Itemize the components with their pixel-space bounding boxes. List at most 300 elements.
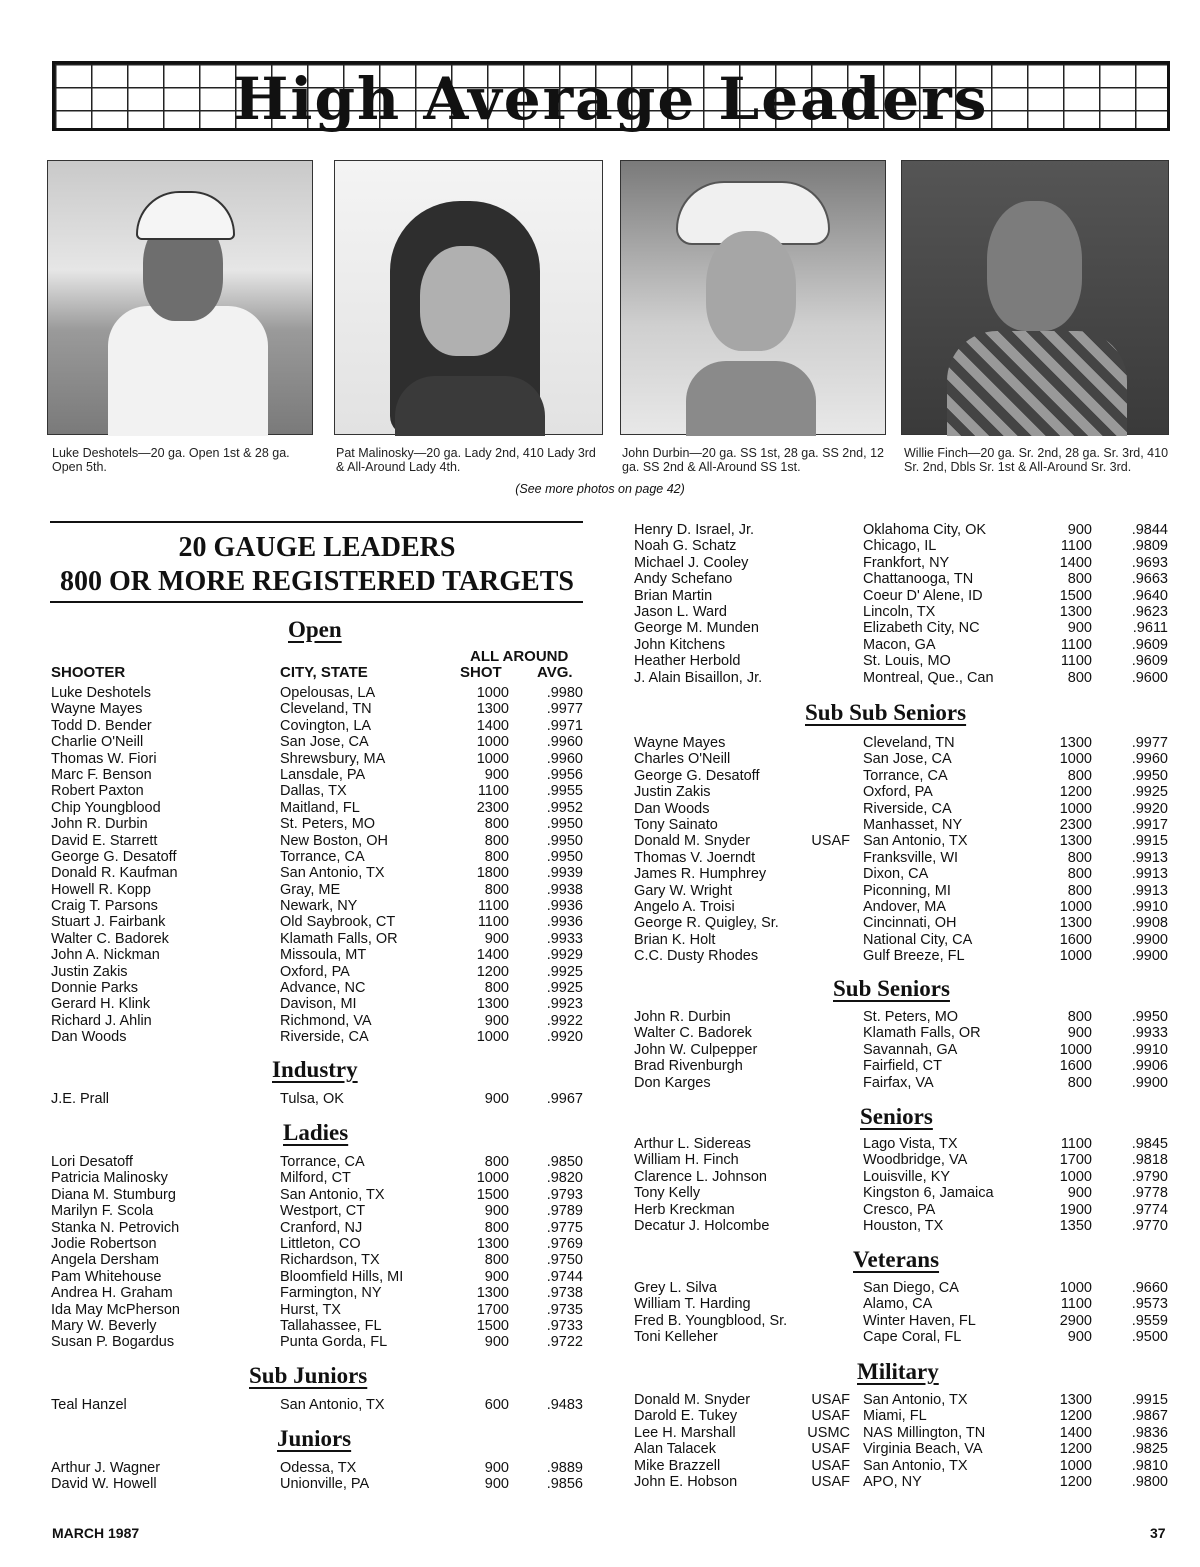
shot-count: 1200 <box>476 963 509 980</box>
caption-luke-deshotels: Luke Deshotels—20 ga. Open 1st & 28 ga. Open 5th. <box>52 446 290 474</box>
table-row <box>634 1169 1169 1185</box>
city-state: Frankfort, NY <box>863 554 950 571</box>
average: .9956 <box>546 766 583 783</box>
table-row <box>634 1280 1169 1296</box>
average: .9750 <box>546 1252 583 1269</box>
shooter-name: Howell R. Kopp <box>51 881 151 898</box>
city-state: Winter Haven, FL <box>863 1312 976 1329</box>
average: .9778 <box>1131 1185 1168 1202</box>
city-state: Advance, NC <box>280 980 366 997</box>
average: .9845 <box>1131 1136 1168 1152</box>
shooter-name: Fred B. Youngblood, Sr. <box>634 1312 788 1329</box>
shot-count: 1200 <box>1059 1408 1092 1425</box>
shot-count: 1200 <box>1059 784 1092 801</box>
table-row <box>51 1318 584 1334</box>
shot-count: 1700 <box>476 1301 509 1318</box>
average: .9735 <box>546 1301 583 1318</box>
average: .9825 <box>1131 1441 1168 1458</box>
shooter-name: John W. Culpepper <box>634 1041 758 1058</box>
table-row <box>51 964 584 980</box>
rows-sub-juniors <box>51 1397 584 1413</box>
city-state: Richmond, VA <box>280 1012 372 1029</box>
average: .9977 <box>546 701 583 718</box>
city-state: Oklahoma City, OK <box>863 522 987 538</box>
rows-open <box>51 685 584 1046</box>
city-state: APO, NY <box>863 1473 922 1490</box>
table-row <box>634 555 1169 571</box>
city-state: Lincoln, TX <box>863 603 936 620</box>
shot-count: 800 <box>484 881 509 898</box>
city-state: Cleveland, TN <box>863 735 955 751</box>
shooter-name: Tony Sainato <box>634 816 718 833</box>
average: .9936 <box>546 914 583 931</box>
shot-count: 800 <box>484 980 509 997</box>
shooter-name: Diana M. Stumburg <box>51 1186 176 1203</box>
category-sub-sub-seniors: Sub Sub Seniors <box>805 700 967 725</box>
shot-count: 1000 <box>476 734 509 751</box>
average: .9960 <box>546 750 583 767</box>
branch: USMC <box>807 1424 850 1441</box>
table-row <box>634 522 1169 538</box>
average: .9923 <box>546 996 583 1013</box>
table-row <box>634 1136 1169 1152</box>
shooter-name: Richard J. Ahlin <box>51 1012 152 1029</box>
average: .9922 <box>546 1012 583 1029</box>
shooter-name: Gerard H. Klink <box>51 996 151 1013</box>
shot-count: 1400 <box>476 717 509 734</box>
shot-count: 1000 <box>1059 751 1092 768</box>
city-state: Miami, FL <box>863 1408 927 1425</box>
table-row <box>634 768 1169 784</box>
shooter-name: Herb Kreckman <box>634 1201 735 1218</box>
shot-count: 1300 <box>476 1235 509 1252</box>
table-row <box>634 866 1169 882</box>
table-row <box>51 718 584 734</box>
table-row <box>51 1170 584 1186</box>
average: .9775 <box>546 1219 583 1236</box>
table-row <box>51 701 584 717</box>
shot-count: 1400 <box>1059 554 1092 571</box>
shot-count: 1400 <box>1059 1424 1092 1441</box>
shooter-name: Donnie Parks <box>51 980 139 997</box>
average: .9933 <box>1131 1025 1168 1042</box>
city-state: Westport, CT <box>280 1203 366 1220</box>
table-row <box>51 980 584 996</box>
shooter-name: Alan Talacek <box>634 1441 716 1458</box>
city-state: Hurst, TX <box>280 1301 341 1318</box>
table-row <box>634 1218 1169 1234</box>
shot-count: 1500 <box>1059 587 1092 604</box>
title-banner <box>52 61 1170 131</box>
city-state: Shrewsbury, MA <box>280 750 386 767</box>
city-state: Missoula, MT <box>280 947 367 964</box>
category-sub-seniors: Sub Seniors <box>833 976 950 1001</box>
shot-count: 800 <box>1067 669 1092 686</box>
shot-count: 1000 <box>1059 898 1092 915</box>
shot-count: 800 <box>484 832 509 849</box>
table-row <box>634 1058 1169 1074</box>
city-state: Franksville, WI <box>863 849 959 866</box>
average: .9960 <box>546 734 583 751</box>
city-state: Gulf Breeze, FL <box>863 948 965 965</box>
branch: USAF <box>811 1473 850 1490</box>
shot-count: 1800 <box>476 865 509 882</box>
table-row <box>51 996 584 1012</box>
shooter-name: Arthur L. Sidereas <box>634 1136 751 1152</box>
shooter-name: Thomas V. Joerndt <box>634 849 756 866</box>
category-veterans: Veterans <box>853 1247 940 1272</box>
city-state: Newark, NY <box>280 898 358 915</box>
city-state: San Antonio, TX <box>280 865 385 882</box>
city-state: Oxford, PA <box>863 784 933 801</box>
table-row <box>634 1075 1169 1091</box>
table-row <box>51 1334 584 1350</box>
city-state: Chicago, IL <box>863 538 937 555</box>
average: .9913 <box>1131 849 1168 866</box>
shooter-name: Angelo A. Troisi <box>634 898 735 915</box>
table-row <box>634 1296 1169 1312</box>
average: .9789 <box>546 1203 583 1220</box>
table-row <box>634 1408 1169 1424</box>
shot-count: 800 <box>484 1154 509 1170</box>
average: .9913 <box>1131 882 1168 899</box>
rows-military <box>634 1392 1169 1490</box>
shot-count: 800 <box>1067 849 1092 866</box>
average: .9929 <box>546 947 583 964</box>
shot-count: 2900 <box>1059 1312 1092 1329</box>
shot-count: 1300 <box>476 701 509 718</box>
table-row <box>51 849 584 865</box>
rows-sub-seniors <box>634 1009 1169 1091</box>
table-row <box>51 947 584 963</box>
category-ladies: Ladies <box>283 1120 349 1145</box>
table-row <box>634 801 1169 817</box>
shooter-name: Marilyn F. Scola <box>51 1203 154 1220</box>
shooter-name: Heather Herbold <box>634 653 741 670</box>
rows-veterans <box>634 1280 1169 1346</box>
city-state: Cleveland, TN <box>280 701 372 718</box>
average: .9500 <box>1131 1329 1168 1346</box>
table-row <box>634 915 1169 931</box>
average: .9925 <box>546 963 583 980</box>
header-shooter: SHOOTER <box>51 664 126 681</box>
table-row <box>634 588 1169 604</box>
city-state: Cranford, NJ <box>280 1219 363 1236</box>
average: .9850 <box>546 1154 583 1170</box>
table-row <box>634 538 1169 554</box>
rows-ladies <box>51 1154 584 1351</box>
average: .9793 <box>546 1186 583 1203</box>
table-row <box>634 620 1169 636</box>
shot-count: 800 <box>1067 1009 1092 1025</box>
table-row <box>51 1252 584 1268</box>
category-sub-juniors: Sub Juniors <box>249 1363 368 1388</box>
average: .9559 <box>1131 1312 1168 1329</box>
average: .9900 <box>1131 931 1168 948</box>
table-row <box>634 784 1169 800</box>
average: .9920 <box>546 1029 583 1046</box>
city-state: St. Peters, MO <box>280 816 376 833</box>
shooter-name: Chip Youngblood <box>51 799 161 816</box>
shooter-name: Susan P. Bogardus <box>51 1334 175 1351</box>
shot-count: 800 <box>1067 571 1092 588</box>
shot-count: 1000 <box>476 1029 509 1046</box>
shooter-name: Pam Whitehouse <box>51 1268 162 1285</box>
shot-count: 1600 <box>1059 931 1092 948</box>
shooter-name: Angela Dersham <box>51 1252 159 1269</box>
branch: USAF <box>811 833 850 850</box>
shot-count: 1100 <box>1060 636 1092 653</box>
average: .9936 <box>546 898 583 915</box>
shooter-name: John A. Nickman <box>51 947 160 964</box>
city-state: Unionville, PA <box>280 1476 370 1493</box>
average: .9733 <box>546 1317 583 1334</box>
rows-juniors-continued <box>634 522 1169 686</box>
table-row <box>634 1313 1169 1329</box>
shooter-name: Charlie O'Neill <box>51 734 144 751</box>
city-state: Dallas, TX <box>280 783 347 800</box>
table-row <box>51 751 584 767</box>
shot-count: 1300 <box>476 1285 509 1302</box>
shooter-name: Toni Kelleher <box>634 1329 718 1346</box>
city-state: Riverside, CA <box>863 800 952 817</box>
city-state: Tallahassee, FL <box>280 1317 382 1334</box>
shooter-name: David W. Howell <box>51 1476 157 1493</box>
section-rule-bottom <box>50 601 583 603</box>
table-row <box>51 1187 584 1203</box>
average: .9820 <box>546 1170 583 1187</box>
shot-count: 900 <box>484 1476 509 1493</box>
table-row <box>51 898 584 914</box>
city-state: Houston, TX <box>863 1217 944 1234</box>
shooter-name: Andrea H. Graham <box>51 1285 173 1302</box>
table-row <box>634 899 1169 915</box>
table-row <box>634 1474 1169 1490</box>
shot-count: 900 <box>484 1334 509 1351</box>
page-title: High Average Leaders <box>233 65 989 133</box>
table-row <box>51 1091 584 1107</box>
city-state: Torrance, CA <box>280 848 365 865</box>
table-row <box>51 800 584 816</box>
city-state: Cincinnati, OH <box>863 915 957 932</box>
section-rule-top <box>50 521 583 523</box>
average: .9913 <box>1131 866 1168 883</box>
average: .9774 <box>1131 1201 1168 1218</box>
average: .9663 <box>1131 571 1168 588</box>
average: .9790 <box>1131 1168 1168 1185</box>
city-state: San Antonio, TX <box>280 1186 385 1203</box>
table-row <box>51 931 584 947</box>
category-industry: Industry <box>272 1057 358 1082</box>
shooter-name: James R. Humphrey <box>634 866 767 883</box>
shooter-name: John R. Durbin <box>51 816 148 833</box>
shooter-name: Donald R. Kaufman <box>51 865 178 882</box>
shooter-name: William T. Harding <box>634 1296 751 1313</box>
average: .9920 <box>1131 800 1168 817</box>
city-state: Torrance, CA <box>280 1154 365 1170</box>
shot-count: 900 <box>484 930 509 947</box>
average: .9910 <box>1131 898 1168 915</box>
city-state: Milford, CT <box>280 1170 351 1187</box>
table-row <box>634 735 1169 751</box>
table-row <box>51 882 584 898</box>
section-title-line2: 800 OR MORE REGISTERED TARGETS <box>60 566 574 597</box>
average: .9952 <box>546 799 583 816</box>
shot-count: 1600 <box>1059 1058 1092 1075</box>
average: .9600 <box>1131 669 1168 686</box>
average: .9623 <box>1131 603 1168 620</box>
branch: USAF <box>811 1441 850 1458</box>
table-row <box>51 1154 584 1170</box>
average: .9722 <box>546 1334 583 1351</box>
average: .9844 <box>1131 522 1168 538</box>
shot-count: 1000 <box>1059 1041 1092 1058</box>
city-state: Bloomfield Hills, MI <box>280 1268 404 1285</box>
city-state: Fairfax, VA <box>863 1074 934 1091</box>
table-row <box>634 1202 1169 1218</box>
photo-luke-deshotels <box>47 160 313 435</box>
city-state: New Boston, OH <box>280 832 388 849</box>
shooter-name: J.E. Prall <box>51 1091 110 1107</box>
city-state: Montreal, Que., Can <box>863 669 994 686</box>
caption-willie-finch: Willie Finch—20 ga. Sr. 2nd, 28 ga. Sr. 3rd, 410 Sr. 2nd, Dbls Sr. 1st & All-Around Sr. 3rd. <box>904 446 1169 474</box>
shooter-name: John E. Hobson <box>634 1473 738 1490</box>
shot-count: 800 <box>1067 1074 1092 1091</box>
average: .9483 <box>546 1397 583 1413</box>
shot-count: 600 <box>484 1397 509 1413</box>
table-row <box>634 1425 1169 1441</box>
shooter-name: Mary W. Beverly <box>51 1317 157 1334</box>
table-row <box>634 1441 1169 1457</box>
city-state: Savannah, GA <box>863 1041 958 1058</box>
branch: USAF <box>811 1457 850 1474</box>
footer-date: MARCH 1987 <box>52 1525 140 1541</box>
shot-count: 1100 <box>477 783 509 800</box>
branch: USAF <box>811 1408 850 1425</box>
table-row <box>51 1029 584 1045</box>
table-row <box>51 767 584 783</box>
city-state: Old Saybrook, CT <box>280 914 396 931</box>
shot-count: 800 <box>484 816 509 833</box>
shooter-name: Michael J. Cooley <box>634 554 749 571</box>
shooter-name: C.C. Dusty Rhodes <box>634 948 759 965</box>
shooter-name: Charles O'Neill <box>634 751 731 768</box>
shooter-name: J. Alain Bisaillon, Jr. <box>634 669 763 686</box>
caption-john-durbin: John Durbin—20 ga. SS 1st, 28 ga. SS 2nd, 12 ga. SS 2nd & All-Around SS 1st. <box>622 446 884 474</box>
shot-count: 1000 <box>1059 800 1092 817</box>
city-state: Alamo, CA <box>863 1296 933 1313</box>
shot-count: 900 <box>1067 522 1092 538</box>
shooter-name: Wayne Mayes <box>51 701 143 718</box>
city-state: Littleton, CO <box>280 1235 361 1252</box>
shooter-name: Mike Brazzell <box>634 1457 721 1474</box>
average: .9738 <box>546 1285 583 1302</box>
shot-count: 2300 <box>476 799 509 816</box>
table-row <box>51 1285 584 1301</box>
average: .9908 <box>1131 915 1168 932</box>
shot-count: 800 <box>484 1252 509 1269</box>
city-state: Woodbridge, VA <box>863 1152 968 1169</box>
shot-count: 1100 <box>477 914 509 931</box>
average: .9977 <box>1131 735 1168 751</box>
header-shot: SHOT <box>460 664 502 681</box>
shot-count: 1300 <box>1059 603 1092 620</box>
table-row <box>51 1460 584 1476</box>
shot-count: 1500 <box>476 1186 509 1203</box>
average: .9980 <box>546 685 583 701</box>
shot-count: 1000 <box>476 1170 509 1187</box>
city-state: National City, CA <box>863 931 973 948</box>
table-row <box>51 734 584 750</box>
average: .9925 <box>546 980 583 997</box>
shooter-name: Marc F. Benson <box>51 766 152 783</box>
shooter-name: Arthur J. Wagner <box>51 1460 161 1476</box>
city-state: Davison, MI <box>280 996 357 1013</box>
shooter-name: John R. Durbin <box>634 1009 731 1025</box>
shooter-name: Stanka N. Petrovich <box>51 1219 180 1236</box>
shot-count: 800 <box>1067 767 1092 784</box>
table-row <box>634 817 1169 833</box>
city-state: Dixon, CA <box>863 866 929 883</box>
shot-count: 1000 <box>476 685 509 701</box>
city-state: Gray, ME <box>280 881 341 898</box>
shot-count: 1000 <box>476 750 509 767</box>
rows-juniors <box>51 1460 584 1493</box>
table-row <box>51 1397 584 1413</box>
shooter-name: Stuart J. Fairbank <box>51 914 166 931</box>
shot-count: 800 <box>484 848 509 865</box>
photo-pat-malinosky <box>334 160 603 435</box>
city-state: Klamath Falls, OR <box>280 930 398 947</box>
average: .9693 <box>1131 554 1168 571</box>
shooter-name: Brian K. Holt <box>634 931 716 948</box>
average: .9867 <box>1131 1408 1168 1425</box>
table-row <box>51 914 584 930</box>
shot-count: 1200 <box>1059 1473 1092 1490</box>
city-state: Lansdale, PA <box>280 766 366 783</box>
average: .9971 <box>546 717 583 734</box>
city-state: Manhasset, NY <box>863 816 963 833</box>
shot-count: 1100 <box>477 898 509 915</box>
city-state: San Diego, CA <box>863 1280 959 1296</box>
average: .9809 <box>1131 538 1168 555</box>
table-row <box>634 1458 1169 1474</box>
table-row <box>634 751 1169 767</box>
shot-count: 900 <box>484 1012 509 1029</box>
table-row <box>634 637 1169 653</box>
city-state: San Antonio, TX <box>280 1397 385 1413</box>
table-row <box>51 1302 584 1318</box>
shot-count: 1400 <box>476 947 509 964</box>
header-avg: AVG. <box>537 664 573 681</box>
shot-count: 900 <box>1067 1185 1092 1202</box>
average: .9950 <box>1131 1009 1168 1025</box>
shot-count: 1100 <box>1060 653 1092 670</box>
table-row <box>51 1269 584 1285</box>
shot-count: 1000 <box>1059 1168 1092 1185</box>
average: .9950 <box>1131 767 1168 784</box>
shooter-name: Gary W. Wright <box>634 882 733 899</box>
average: .9950 <box>546 832 583 849</box>
table-row <box>51 833 584 849</box>
city-state: Macon, GA <box>863 636 936 653</box>
shooter-name: Walter C. Badorek <box>51 930 169 947</box>
table-row <box>51 1476 584 1492</box>
shot-count: 1700 <box>1059 1152 1092 1169</box>
table-row <box>634 1329 1169 1345</box>
city-state: Odessa, TX <box>280 1460 357 1476</box>
city-state: Piconning, MI <box>863 882 951 899</box>
